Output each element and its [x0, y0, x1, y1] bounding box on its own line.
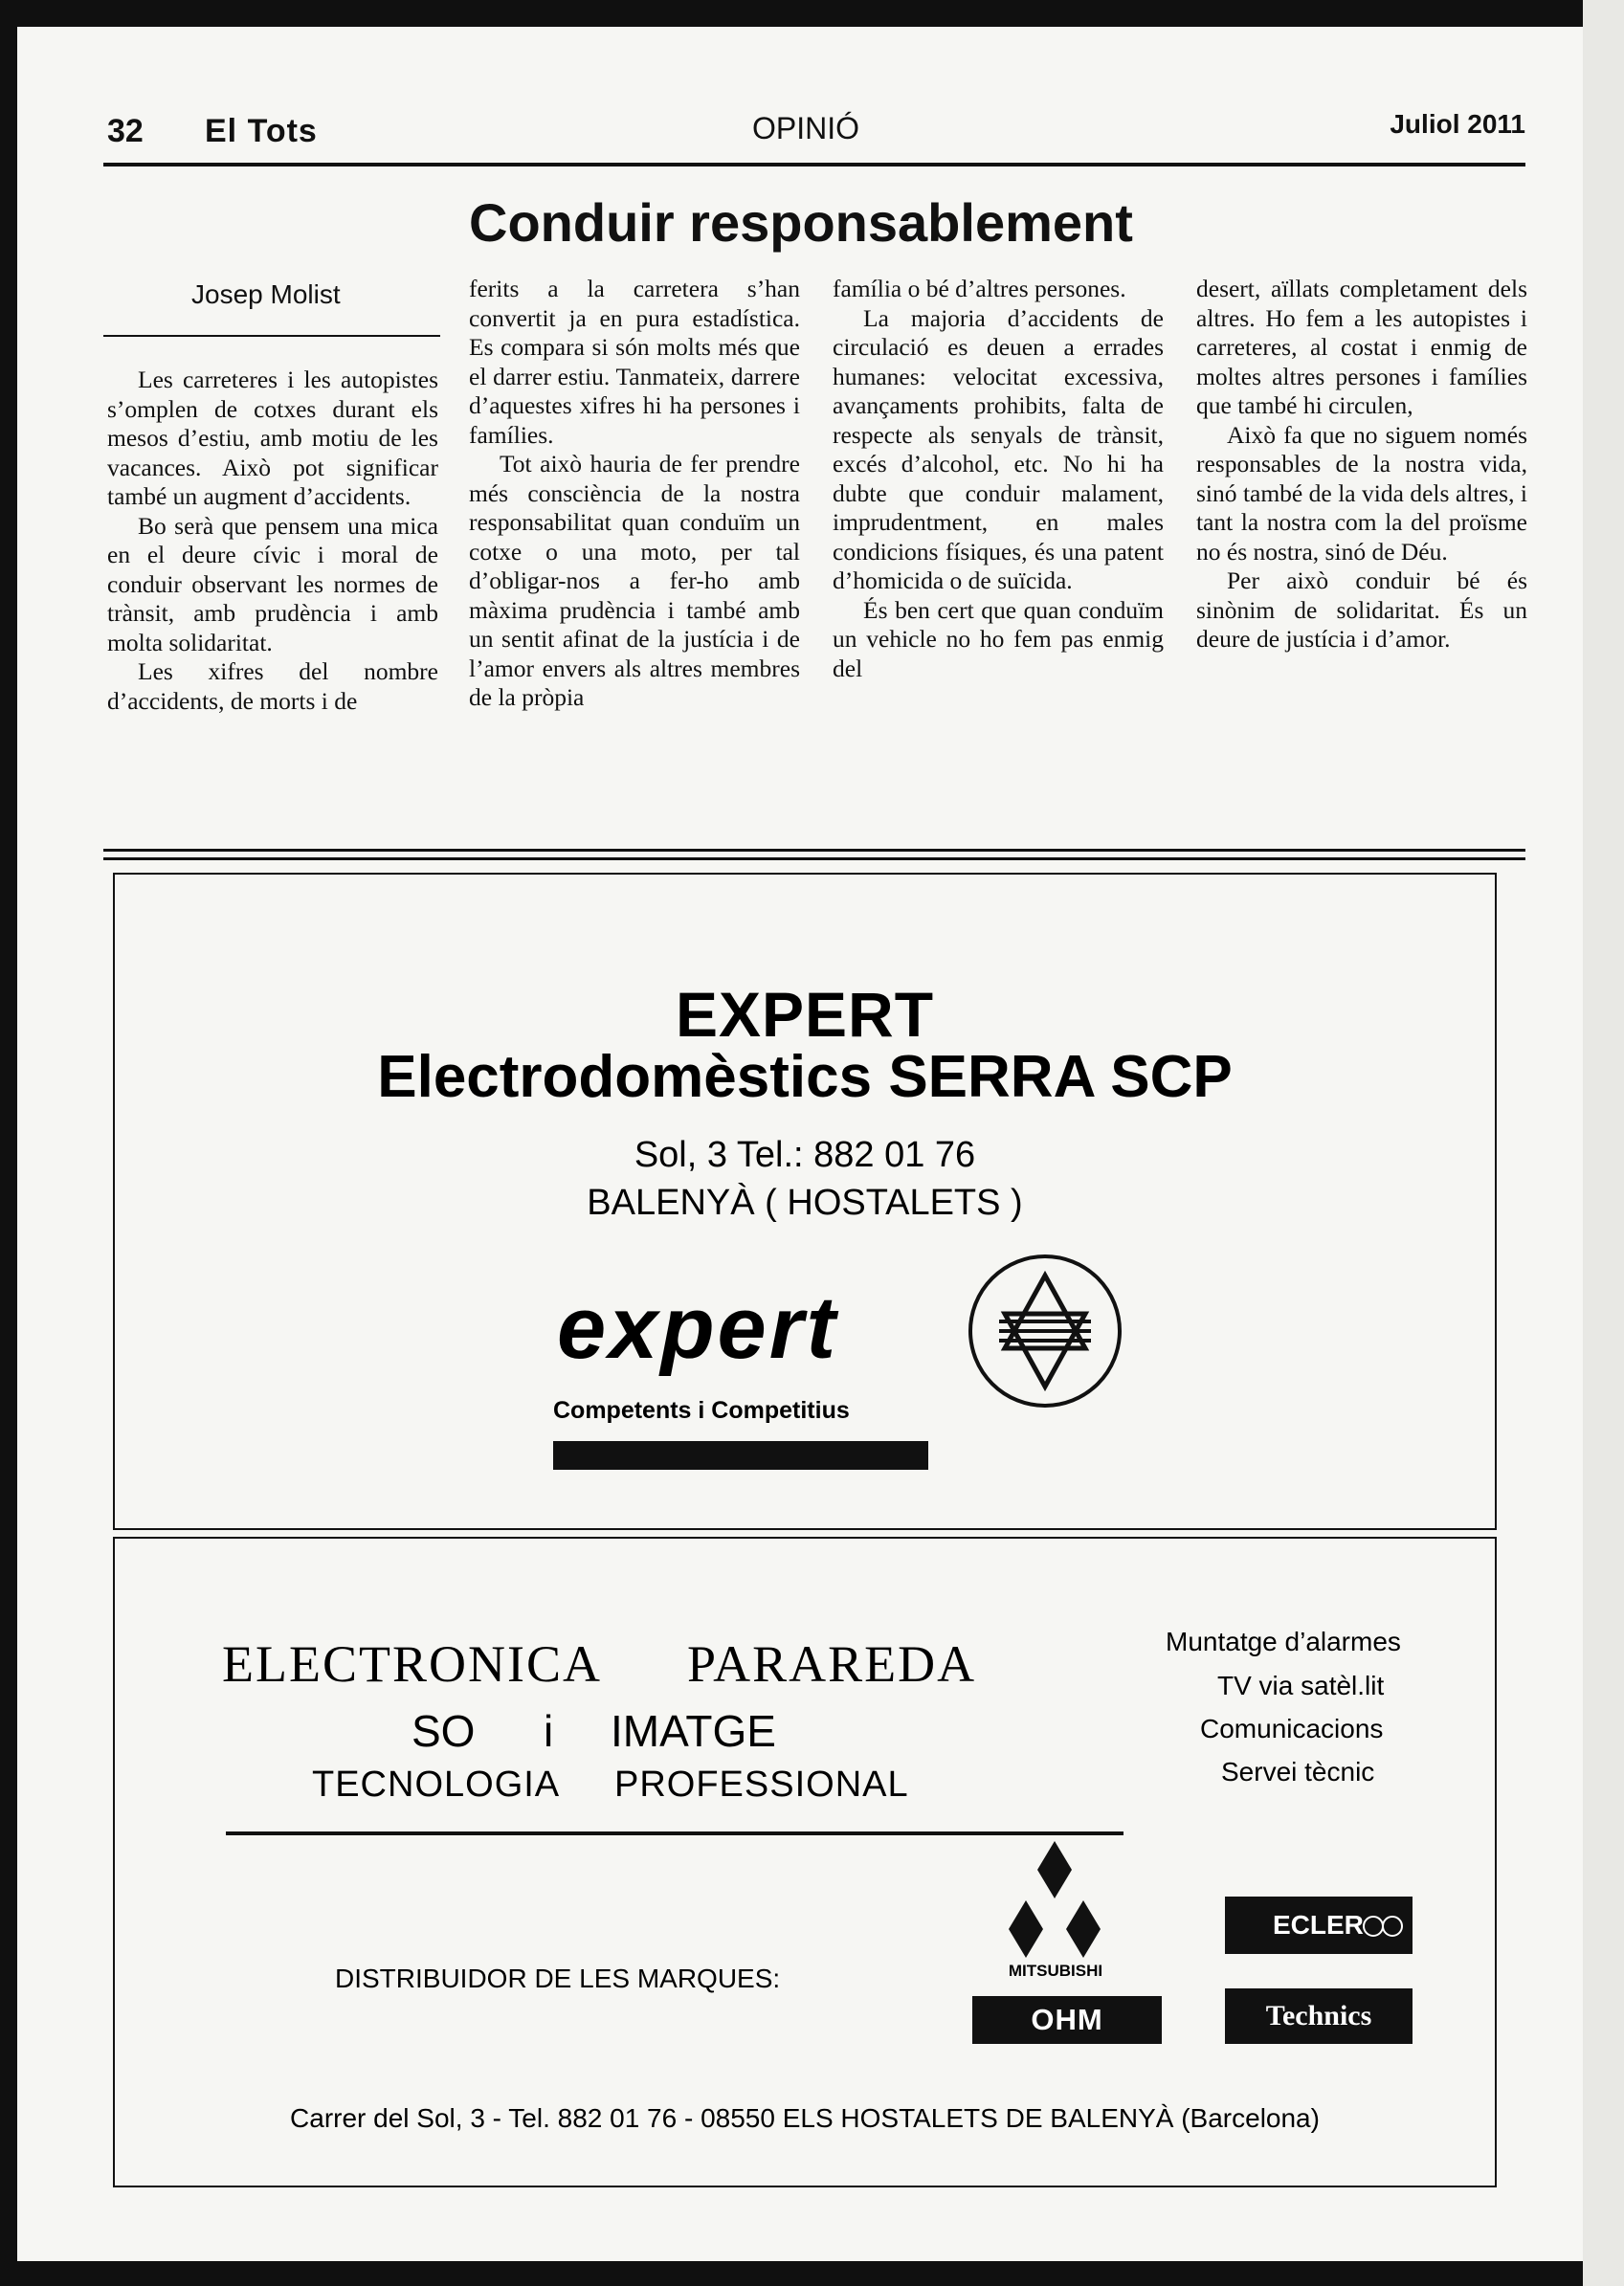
page-header	[86, 86, 1525, 163]
expert-advertisement	[113, 873, 1497, 1530]
paragraph: ferits a la carretera s’han convertit ja en pura estadística. Es compara si són molts més que el darrer estiu. Tanmateix, darrere d’aquestes xifres hi ha persones i famílies.	[469, 275, 800, 449]
paragraph: Això fa que no siguem només responsables de la nostra vida, sinó també de la vida dels altres, i tant la nostra com la del proïsme no és nostra, sinó de Déu.	[1196, 420, 1527, 566]
parareda-footer: Carrer del Sol, 3 - Tel. 882 01 76 - 08550 ELS HOSTALETS DE BALENYÀ (Barcelona)	[290, 2103, 1320, 2133]
section-name: OPINIÓ	[751, 111, 859, 145]
parareda-name-right: PARAREDA	[687, 1635, 977, 1693]
expert-tagline: Competents i Competitius	[553, 1397, 850, 1424]
ohm-logo	[972, 1996, 1162, 2044]
technics-label: Technics	[1265, 2000, 1372, 2031]
article-column-4	[1196, 275, 1527, 655]
paragraph: Per això conduir bé és sinònim de solidaritat. És un deure de justícia i d’amor.	[1196, 566, 1527, 653]
parareda-imatge: IMATGE	[611, 1706, 776, 1756]
issue-date: Juliol 2011	[1390, 109, 1525, 139]
expert-address: Sol, 3 Tel.: 882 01 76	[634, 1135, 976, 1175]
paragraph: És ben cert que quan conduïm un vehicle no ho fem pas enmig del	[833, 595, 1164, 682]
ecler-logo	[1225, 1897, 1413, 1954]
ohm-label: OHM	[1031, 2003, 1103, 2036]
magazine-name: El Tots	[205, 113, 318, 149]
paragraph: Les xifres del nombre d’accidents, de morts i de	[107, 657, 438, 715]
expert-logo-word: expert	[557, 1279, 839, 1377]
article-column-3	[833, 275, 1164, 683]
expert-town: BALENYÀ ( HOSTALETS )	[587, 1183, 1023, 1223]
service-item: Muntatge d’alarmes	[1166, 1627, 1401, 1656]
parareda-advertisement	[113, 1537, 1497, 2187]
expert-company: Electrodomèstics SERRA SCP	[377, 1044, 1233, 1110]
technics-logo	[1225, 1988, 1413, 2044]
ecler-label: ECLER	[1273, 1910, 1364, 1940]
ecler-dot-icon	[1382, 1916, 1403, 1937]
distributor-label: DISTRIBUIDOR DE LES MARQUES:	[335, 1964, 781, 1993]
mitsubishi-label: MITSUBISHI	[1008, 1962, 1103, 1980]
page-edge	[1583, 0, 1624, 2286]
paragraph: Tot això hauria de fer prendre més consciència de la nostra responsabilitat quan conduïm un cotxe o una moto, per tal d’obligar-nos a fer-ho amb màxima prudència i també amb un sentit afinat de la justícia i de l’amor envers als altres membres de la pròpia	[469, 450, 800, 711]
article-title: Conduir responsablement	[469, 192, 1133, 253]
expert-tagline-bar	[553, 1441, 928, 1470]
header-rule	[103, 163, 1525, 166]
paragraph: família o bé d’altres persones.	[833, 275, 1126, 302]
expert-logo-mark-icon	[968, 1254, 1122, 1408]
article-column-2	[469, 275, 800, 713]
parareda-tecnologia: TECNOLOGIA	[312, 1764, 561, 1805]
article-author: Josep Molist	[191, 279, 341, 309]
article-rule-top	[103, 849, 1525, 852]
page-number: 32	[107, 113, 144, 149]
paragraph: desert, aïllats completament dels altres. Ho fem a les autopistes i carreteres, al costat i enmig de moltes altres persones i famílies que també hi circulen,	[1196, 275, 1527, 419]
service-item: TV via satèl.lit	[1217, 1671, 1385, 1700]
ecler-dot-icon	[1363, 1916, 1384, 1937]
parareda-rule	[226, 1831, 1123, 1835]
expert-headline: EXPERT	[675, 979, 935, 1050]
article-rule-bottom	[103, 857, 1525, 860]
paragraph: Les carreteres i les autopistes s’omplen de cotxes durant els mesos d’estiu, amb motiu de les vacances. Això pot significar també un augment d’accidents.	[107, 366, 438, 510]
service-item: Servei tècnic	[1221, 1757, 1375, 1787]
paragraph: Bo serà que pensem una mica en el deure cívic i moral de conduir observant les normes de trànsit, amb prudència i amb molta solidaritat.	[107, 511, 438, 656]
parareda-i: i	[544, 1706, 554, 1756]
parareda-name-left: ELECTRONICA	[222, 1635, 602, 1693]
parareda-professional: PROFESSIONAL	[614, 1764, 909, 1805]
author-rule	[103, 335, 440, 337]
service-item: Comunicacions	[1200, 1714, 1384, 1743]
parareda-so: SO	[412, 1706, 476, 1756]
article-column-1	[107, 366, 438, 716]
paragraph: La majoria d’accidents de circulació es deuen a errades humanes: velocitat excessiva, avançaments prohibits, falta de respecte als senyals de trànsit, excés d’alcohol, etc. No hi ha dubte que conduir malament, imprudentment, en males condicions físiques, és una patent d’homicida o de suïcida.	[833, 303, 1164, 594]
